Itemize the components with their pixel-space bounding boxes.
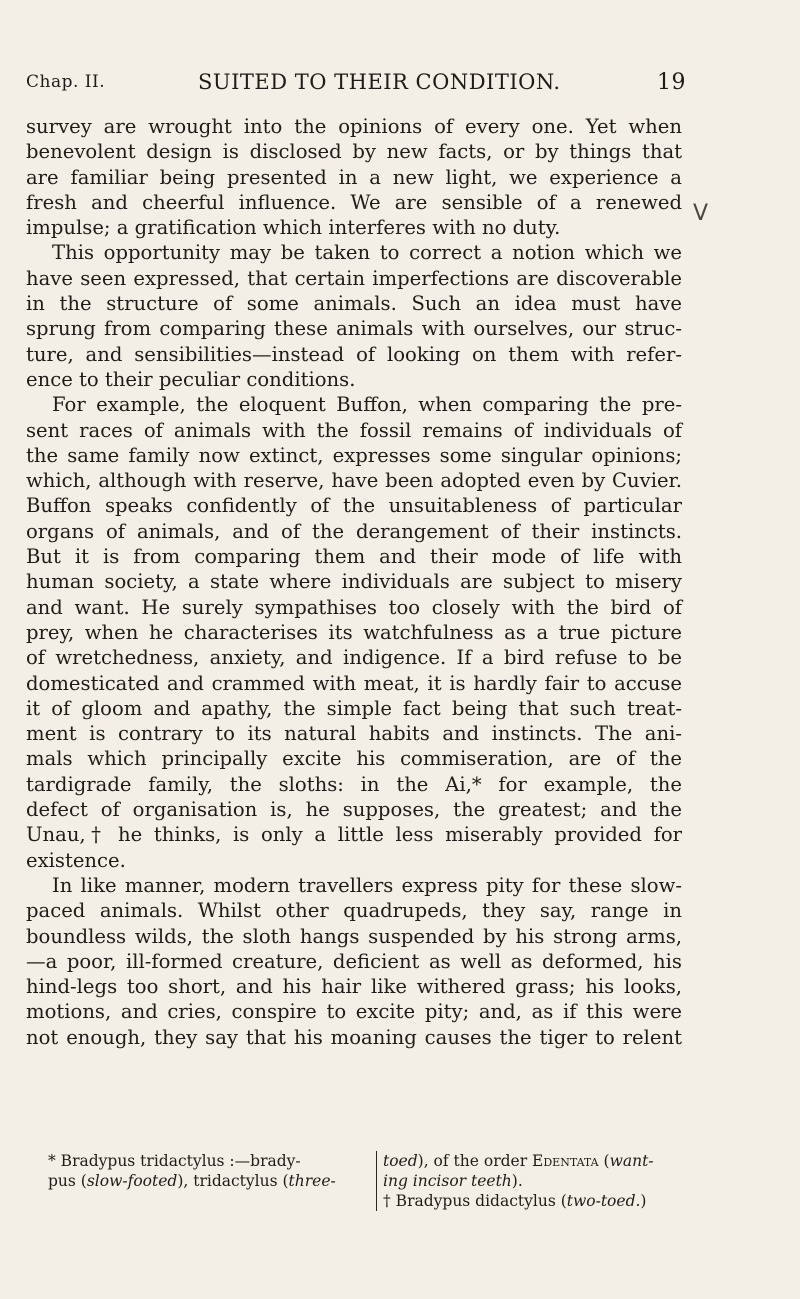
text-line: mals which principally excite his commiseration, are of the	[26, 747, 682, 771]
text-line: hind-legs too short, and his hair like withered grass; his looks,	[26, 975, 682, 999]
footnote-line: toed), of the order Edentata (want-	[383, 1152, 654, 1170]
footnote-right	[376, 1151, 689, 1211]
text-line: benevolent design is disclosed by new facts, or by things that	[26, 140, 682, 164]
running-title: SUITED TO THEIR CONDITION.	[198, 70, 561, 94]
text-line: ment is contrary to its natural habits and instincts. The ani-	[26, 722, 682, 746]
text-line: This opportunity may be taken to correct a notion which we	[52, 241, 682, 265]
text-line: paced animals. Whilst other quadrupeds, they say, range in	[26, 899, 682, 923]
text-line: human society, a state where individuals are subject to misery	[26, 570, 682, 594]
footnote-line: ing incisor teeth).	[383, 1172, 523, 1190]
text-line: ture, and sensibilities—instead of looking on them with refer-	[26, 342, 682, 366]
text-line: impulse; a gratification which interferes with no duty.	[26, 216, 561, 240]
text-line: organs of animals, and of the derangement of their instincts.	[26, 519, 682, 543]
footnote-line: pus (slow-footed), tridactylus (three-	[48, 1172, 336, 1190]
text-line: fresh and cheerful influence. We are sensible of a renewed	[26, 190, 682, 214]
text-line: For example, the eloquent Buffon, when comparing the pre-	[52, 393, 682, 417]
footnote-line: * Bradypus tridactylus :—brady-	[48, 1152, 301, 1170]
footnote-left	[48, 1151, 368, 1191]
text-line: survey are wrought into the opinions of every one. Yet when	[26, 115, 682, 138]
text-line: In like manner, modern travellers express pity for these slow-	[52, 873, 682, 897]
text-line: tardigrade family, the sloths: in the Ai,* for example, the	[26, 772, 682, 796]
text-line: domesticated and crammed with meat, it is hardly fair to accuse	[26, 671, 682, 695]
text-line: ence to their peculiar conditions.	[26, 367, 356, 391]
text-line: the same family now extinct, expresses some singular opinions;	[26, 443, 682, 467]
text-line: defect of organisation is, he supposes, the greatest; and the	[26, 798, 682, 822]
body-text	[26, 114, 682, 1050]
text-line: and want. He surely sympathises too closely with the bird of	[26, 595, 682, 619]
text-line: are familiar being presented in a new light, we experience a	[26, 165, 682, 189]
text-line: But it is from comparing them and their mode of life with	[26, 545, 682, 569]
text-line: prey, when he characterises its watchfulness as a true picture	[26, 620, 682, 644]
text-line: of wretchedness, anxiety, and indigence. If a bird refuse to be	[26, 646, 682, 670]
text-line: not enough, they say that his moaning causes the tiger to relent	[26, 1025, 682, 1049]
text-line: existence.	[26, 848, 126, 872]
text-line: sprung from comparing these animals with ourselves, our struc-	[26, 317, 682, 341]
page-number: 19	[657, 70, 686, 95]
text-line: Unau,† he thinks, is only a little less miserably provided for	[26, 823, 682, 847]
text-line: have seen expressed, that certain imperfections are discoverable	[26, 266, 682, 290]
text-line: —a poor, ill-formed creature, deficient as well as deformed, his	[26, 949, 682, 973]
text-line: in the structure of some animals. Such an idea must have	[26, 292, 682, 316]
text-line: it of gloom and apathy, the simple fact being that such treat-	[26, 696, 682, 720]
text-line: sent races of animals with the fossil remains of individuals of	[26, 418, 682, 442]
text-line: boundless wilds, the sloth hangs suspended by his strong arms,	[26, 924, 682, 948]
text-line: motions, and cries, conspire to excite pity; and, as if this were	[26, 1000, 682, 1024]
running-header	[26, 66, 686, 100]
chapter-label: Chap. II.	[26, 72, 106, 92]
footnote-line: † Bradypus didactylus (two-toed.)	[383, 1192, 647, 1210]
text-line: Buffon speaks confidently of the unsuitableness of particular	[26, 494, 682, 518]
text-line: which, although with reserve, have been adopted even by Cuvier.	[26, 469, 682, 493]
margin-annotation: V	[693, 201, 709, 226]
